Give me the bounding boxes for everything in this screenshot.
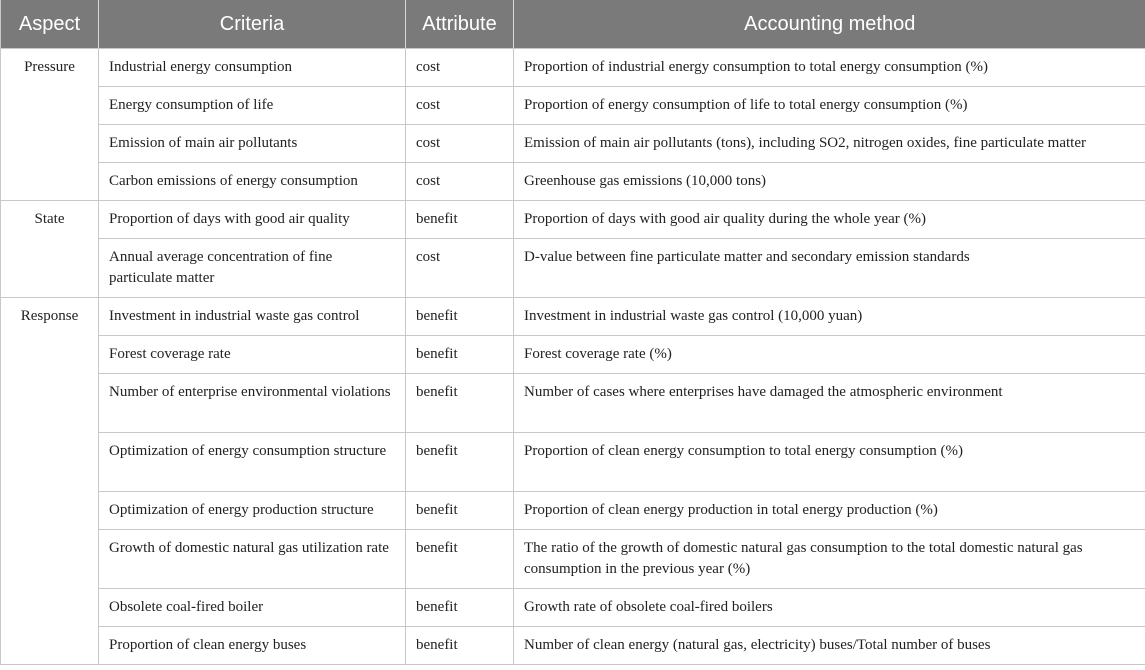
table-row	[1, 201, 1145, 239]
method-cell: Proportion of clean energy production in total energy production (%)	[514, 492, 1145, 530]
table-row	[1, 87, 1145, 125]
attribute-cell: benefit	[406, 374, 514, 433]
method-cell: Emission of main air pollutants (tons), including SO2, nitrogen oxides, fine particulate matter	[514, 125, 1145, 163]
method-cell: Proportion of clean energy consumption to total energy consumption (%)	[514, 433, 1145, 492]
criteria-cell: Proportion of days with good air quality	[99, 201, 406, 239]
attribute-cell: cost	[406, 87, 514, 125]
table-row	[1, 433, 1145, 492]
table-body	[1, 49, 1145, 665]
method-cell: Greenhouse gas emissions (10,000 tons)	[514, 163, 1145, 201]
criteria-cell: Growth of domestic natural gas utilization rate	[99, 530, 406, 589]
table-row	[1, 125, 1145, 163]
table-row	[1, 589, 1145, 627]
table-row	[1, 298, 1145, 336]
attribute-cell: benefit	[406, 492, 514, 530]
method-cell: Growth rate of obsolete coal-fired boilers	[514, 589, 1145, 627]
table-row	[1, 336, 1145, 374]
criteria-cell: Optimization of energy consumption structure	[99, 433, 406, 492]
table-row	[1, 627, 1145, 665]
attribute-cell: cost	[406, 49, 514, 87]
attribute-cell: benefit	[406, 627, 514, 665]
criteria-cell: Industrial energy consumption	[99, 49, 406, 87]
attribute-cell: benefit	[406, 298, 514, 336]
header-attribute: Attribute	[406, 0, 514, 49]
criteria-cell: Investment in industrial waste gas control	[99, 298, 406, 336]
criteria-cell: Proportion of clean energy buses	[99, 627, 406, 665]
criteria-cell: Optimization of energy production structure	[99, 492, 406, 530]
attribute-cell: benefit	[406, 336, 514, 374]
criteria-cell: Emission of main air pollutants	[99, 125, 406, 163]
criteria-cell: Number of enterprise environmental violations	[99, 374, 406, 433]
criteria-cell: Forest coverage rate	[99, 336, 406, 374]
table-header	[1, 0, 1145, 49]
aspect-cell-pressure: Pressure	[1, 49, 99, 201]
attribute-cell: cost	[406, 163, 514, 201]
method-cell: The ratio of the growth of domestic natural gas consumption to the total domestic natural gas consumption in the previous year (%)	[514, 530, 1145, 589]
table-row	[1, 49, 1145, 87]
method-cell: Proportion of energy consumption of life to total energy consumption (%)	[514, 87, 1145, 125]
criteria-cell: Carbon emissions of energy consumption	[99, 163, 406, 201]
criteria-cell: Energy consumption of life	[99, 87, 406, 125]
method-cell: D-value between fine particulate matter and secondary emission standards	[514, 239, 1145, 298]
table-row	[1, 492, 1145, 530]
header-row	[1, 0, 1145, 49]
criteria-cell: Annual average concentration of fine particulate matter	[99, 239, 406, 298]
attribute-cell: cost	[406, 125, 514, 163]
attribute-cell: benefit	[406, 201, 514, 239]
table-row	[1, 239, 1145, 298]
header-accounting-method: Accounting method	[514, 0, 1145, 49]
method-cell: Proportion of industrial energy consumption to total energy consumption (%)	[514, 49, 1145, 87]
header-aspect: Aspect	[1, 0, 99, 49]
method-cell: Number of cases where enterprises have damaged the atmospheric environment	[514, 374, 1145, 433]
method-cell: Forest coverage rate (%)	[514, 336, 1145, 374]
attribute-cell: benefit	[406, 530, 514, 589]
aspect-cell-response: Response	[1, 298, 99, 665]
aspect-cell-state: State	[1, 201, 99, 298]
criteria-cell: Obsolete coal-fired boiler	[99, 589, 406, 627]
table-row	[1, 530, 1145, 589]
attribute-cell: cost	[406, 239, 514, 298]
method-cell: Proportion of days with good air quality during the whole year (%)	[514, 201, 1145, 239]
attribute-cell: benefit	[406, 433, 514, 492]
attribute-cell: benefit	[406, 589, 514, 627]
header-criteria: Criteria	[99, 0, 406, 49]
method-cell: Investment in industrial waste gas control (10,000 yuan)	[514, 298, 1145, 336]
table-row	[1, 163, 1145, 201]
table-row	[1, 374, 1145, 433]
method-cell: Number of clean energy (natural gas, electricity) buses/Total number of buses	[514, 627, 1145, 665]
